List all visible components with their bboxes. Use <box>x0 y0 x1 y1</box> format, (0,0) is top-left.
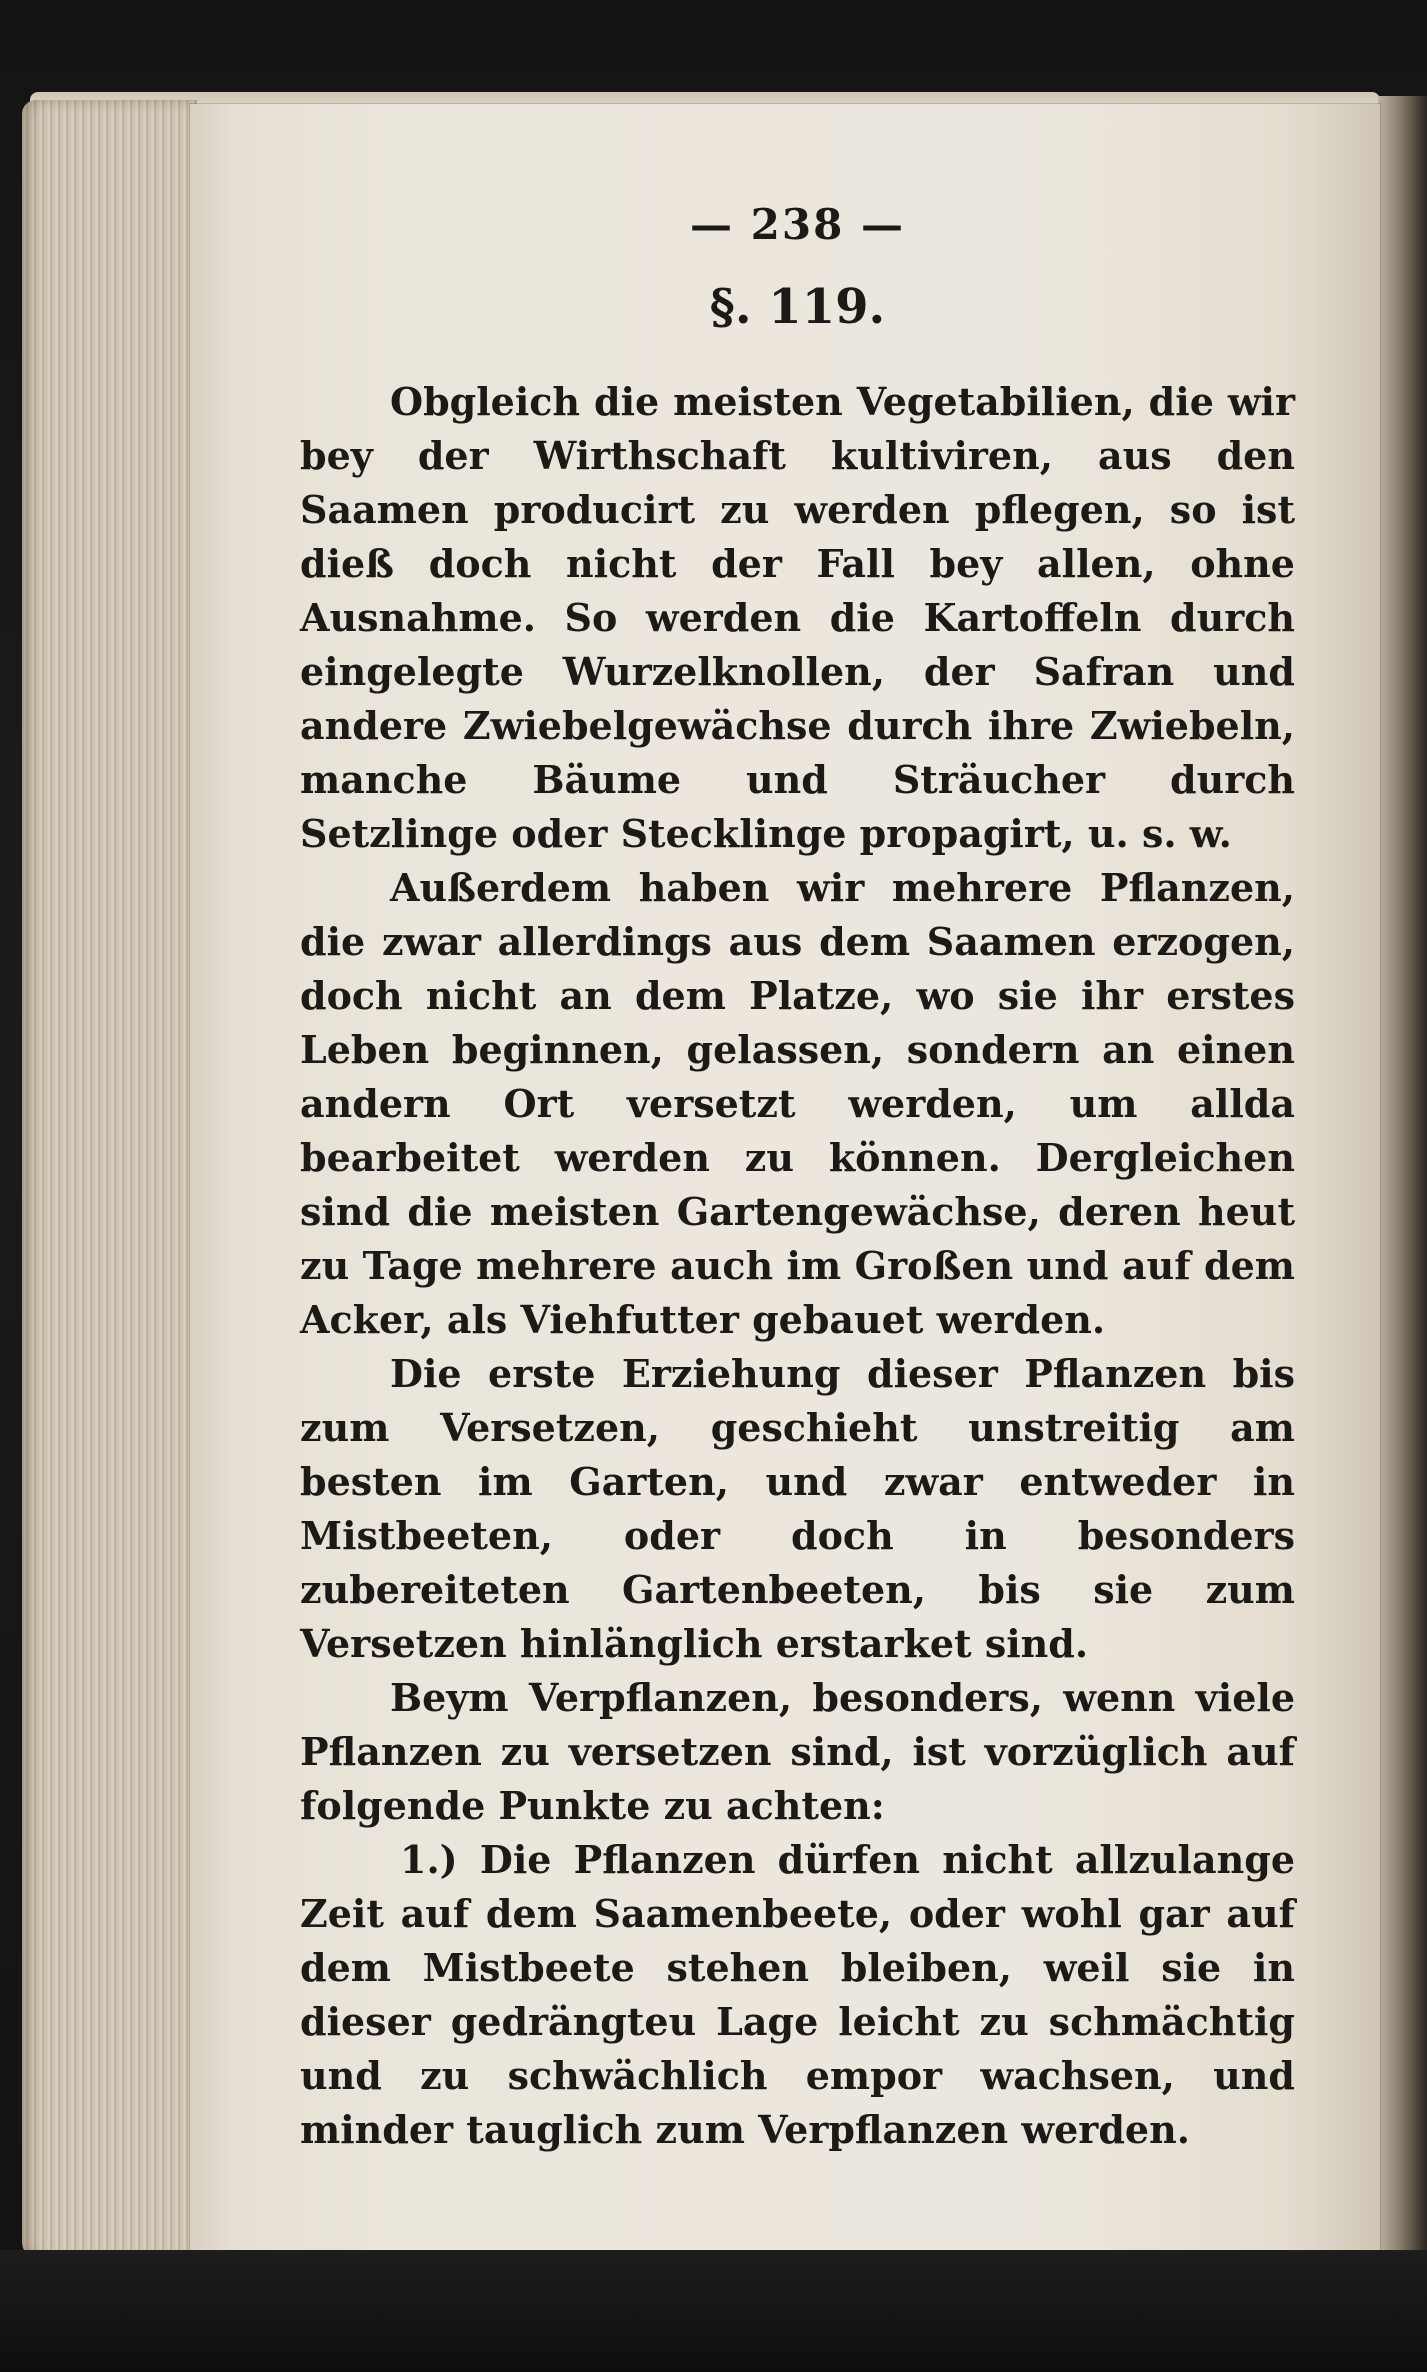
table-background <box>0 2250 1427 2372</box>
paragraph-5: 1.) Die Pflanzen dürfen nicht allzulange Zeit auf dem Saamenbeete, oder wohl gar auf dem Mistbeete stehen bleiben, weil sie in dieser gedrängteu Lage leicht zu schmächtig und zu schwächlich empor wachsen, und minder tauglich zum Verpflanzen werden. <box>300 1837 1295 2152</box>
paragraph-1: Obgleich die meisten Vegetabilien, die wir bey der Wirthschaft kultiviren, aus den Saamen producirt zu werden pflegen, so ist dieß doch nicht der Fall bey allen, ohne Ausnahme. So werden die Kartoffeln durch eingelegte Wurzelknollen, der Safran und andere Zwiebelgewächse durch ihre Zwiebeln, manche Bäume und Sträucher durch Setzlinge oder Stecklinge propagirt, u. s. w. <box>300 379 1295 856</box>
page-number: — 238 — <box>690 200 905 249</box>
page-content <box>300 190 1295 2157</box>
paragraph-4: Beym Verpflanzen, besonders, wenn viele Pflanzen zu versetzen sind, ist vorzüglich auf folgende Punkte zu achten: <box>300 1675 1295 1828</box>
paragraph-2: Außerdem haben wir mehrere Pflanzen, die zwar allerdings aus dem Saamen erzogen, doch nicht an dem Platze, wo sie ihr erstes Leben beginnen, gelassen, sondern an einen andern Ort versetzt werden, um allda bearbeitet werden zu können. Dergleichen sind die meisten Gartengewächse, deren heut zu Tage mehrere auch im Großen und auf dem Acker, als Viehfutter gebauet werden. <box>300 865 1295 1342</box>
page-edges-stack <box>22 100 197 2260</box>
section-heading: §. 119. <box>709 279 886 335</box>
paragraph-3: Die erste Erziehung dieser Pflanzen bis zum Versetzen, geschieht unstreitig am besten im Garten, und zwar entweder in Mistbeeten, oder doch in besonders zubereiteten Gartenbeeten, bis sie zum Versetzen hinlänglich erstarket sind. <box>300 1351 1295 1666</box>
book-right-edge <box>1378 96 1427 2266</box>
